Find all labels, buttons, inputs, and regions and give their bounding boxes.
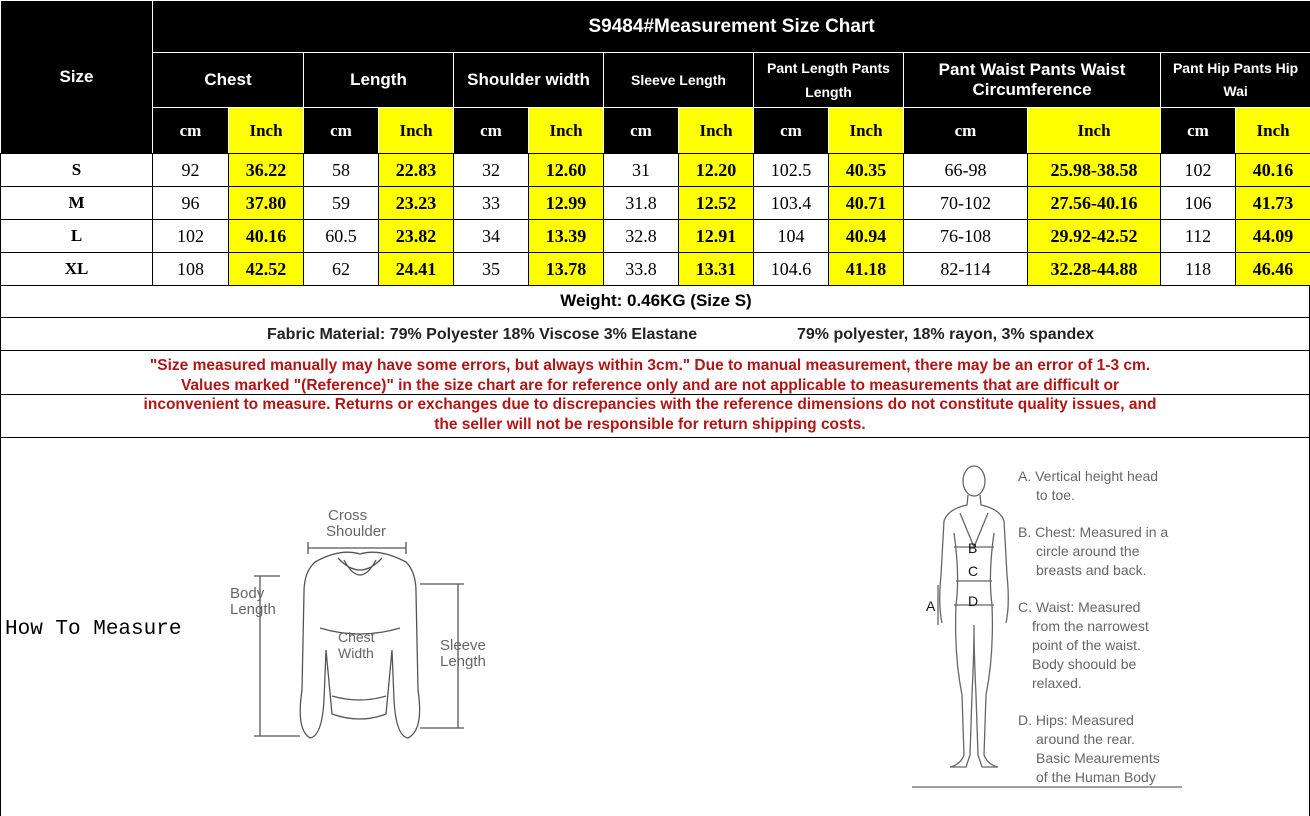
inch-cell: 46.46 (1236, 253, 1310, 286)
note-c-4: Body shoould be (1032, 656, 1137, 672)
col-length: Length (304, 53, 454, 108)
cm-cell: 118 (1161, 253, 1236, 286)
cm-cell: 106 (1161, 187, 1236, 220)
inch-cell: 27.56-40.16 (1028, 187, 1161, 220)
note-d-1: D. Hips: Measured (1018, 712, 1134, 728)
marker-c: C (968, 563, 979, 579)
unit-inch: Inch (229, 108, 304, 154)
cm-cell: 92 (153, 154, 229, 187)
note-d-3: Basic Meaurements (1036, 750, 1160, 766)
cm-cell: 66-98 (904, 154, 1028, 187)
inch-cell: 40.16 (229, 220, 304, 253)
col-pant-length: Pant Length Pants Length (754, 53, 904, 108)
table-row (1, 220, 1310, 253)
note-b-1: B. Chest: Measured in a (1018, 524, 1169, 540)
unit-cm: cm (754, 108, 829, 154)
cm-cell: 58 (304, 154, 379, 187)
inch-cell: 40.16 (1236, 154, 1310, 187)
inch-cell: 40.71 (829, 187, 904, 220)
note-d-2: around the rear. (1036, 731, 1135, 747)
col-pant-waist: Pant Waist Pants Waist Circumference (904, 53, 1161, 108)
fabric-row (0, 318, 1310, 351)
weight-text: Weight: 0.46KG (Size S) (560, 291, 752, 310)
weight-row (0, 285, 1310, 318)
inch-cell: 32.28-44.88 (1028, 253, 1161, 286)
marker-b: B (968, 540, 978, 556)
unit-cm: cm (1161, 108, 1236, 154)
note-d-4: of the Human Body (1036, 769, 1156, 785)
size-chart-body (0, 153, 1310, 286)
inch-cell: 23.23 (379, 187, 454, 220)
cm-cell: 31 (604, 154, 679, 187)
unit-cm: cm (454, 108, 529, 154)
sleeve-length-label-2: Length (440, 653, 486, 670)
unit-inch: Inch (379, 108, 454, 154)
size-chart-header (0, 0, 1310, 154)
fabric-material: Fabric Material: 79% Polyester 18% Viscose 3% Elastane (267, 326, 698, 343)
note-a-1: A. Vertical height head (1018, 468, 1159, 484)
chest-width-label-1: Chest (338, 629, 375, 645)
cross-shoulder-label-2: Shoulder (326, 523, 387, 540)
inch-cell: 12.91 (679, 220, 754, 253)
body-figure-outline (940, 495, 1009, 767)
inch-cell: 13.39 (529, 220, 604, 253)
unit-inch: Inch (529, 108, 604, 154)
inch-cell: 12.60 (529, 154, 604, 187)
cm-cell: 102 (153, 220, 229, 253)
note-c-2: from the narrowest (1032, 618, 1149, 634)
table-row (1, 187, 1310, 220)
cm-cell: 82-114 (904, 253, 1028, 286)
marker-a: A (926, 598, 936, 614)
size-cell: S (1, 154, 153, 187)
garment-diagram (220, 500, 510, 750)
body-head (963, 466, 985, 496)
table-row (1, 253, 1310, 286)
unit-inch: Inch (679, 108, 754, 154)
size-cell: XL (1, 253, 153, 286)
how-to-measure-label: How To Measure (5, 618, 182, 641)
unit-inch: Inch (829, 108, 904, 154)
inch-cell: 12.99 (529, 187, 604, 220)
unit-inch: Inch (1236, 108, 1310, 154)
inch-cell: 37.80 (229, 187, 304, 220)
inch-cell: 41.73 (1236, 187, 1310, 220)
chest-width-label-2: Width (338, 645, 374, 661)
cm-cell: 96 (153, 187, 229, 220)
inch-cell: 44.09 (1236, 220, 1310, 253)
fabric-alt: 79% polyester, 18% rayon, 3% spandex (797, 326, 1095, 343)
body-length-label-2: Length (230, 601, 276, 618)
unit-inch: Inch (1028, 108, 1161, 154)
cm-cell: 33 (454, 187, 529, 220)
cm-cell: 108 (153, 253, 229, 286)
inch-cell: 40.35 (829, 154, 904, 187)
inch-cell: 12.52 (679, 187, 754, 220)
cross-shoulder-label-1: Cross (328, 507, 368, 524)
note-a-2: to toe. (1036, 487, 1075, 503)
cm-cell: 104 (754, 220, 829, 253)
inch-cell: 23.82 (379, 220, 454, 253)
col-chest: Chest (153, 53, 304, 108)
cm-cell: 103.4 (754, 187, 829, 220)
col-sleeve-length: Sleeve Length (604, 53, 754, 108)
note-b-2: circle around the (1036, 543, 1140, 559)
cm-cell: 60.5 (304, 220, 379, 253)
marker-d: D (968, 593, 979, 609)
note-b-3: breasts and back. (1036, 562, 1147, 578)
col-shoulder-width: Shoulder width (454, 53, 604, 108)
measurement-notice: "Size measured manually may have some errors, but always within 3cm." Due to manual measurement, there may be an error of 1-3 cm. Values marked "(Reference)" in the size chart are for reference only and are not applicable to measurements that are difficult or inconvenient to measure. Returns or exchanges due to discrepancies with the reference dimensions do not constitute quality issues, and the seller will not be responsible for return shipping costs. (143, 357, 1157, 433)
cm-cell: 62 (304, 253, 379, 286)
garment-hem (332, 696, 386, 700)
col-pant-hip: Pant Hip Pants Hip Wai (1161, 53, 1310, 108)
cm-cell: 33.8 (604, 253, 679, 286)
table-row (1, 154, 1310, 187)
cm-cell: 76-108 (904, 220, 1028, 253)
inch-cell: 24.41 (379, 253, 454, 286)
inch-cell: 29.92-42.52 (1028, 220, 1161, 253)
inch-cell: 13.31 (679, 253, 754, 286)
unit-cm: cm (153, 108, 229, 154)
inch-cell: 25.98-38.58 (1028, 154, 1161, 187)
note-c-1: C. Waist: Measured (1018, 599, 1141, 615)
cm-cell: 35 (454, 253, 529, 286)
inch-cell: 13.78 (529, 253, 604, 286)
cm-cell: 112 (1161, 220, 1236, 253)
cm-cell: 70-102 (904, 187, 1028, 220)
cm-cell: 102 (1161, 154, 1236, 187)
cm-cell: 31.8 (604, 187, 679, 220)
cm-cell: 102.5 (754, 154, 829, 187)
body-diagram (910, 455, 1200, 795)
cm-cell: 34 (454, 220, 529, 253)
cm-cell: 32.8 (604, 220, 679, 253)
sleeve-length-label-1: Sleeve (440, 637, 486, 654)
unit-cm: cm (304, 108, 379, 154)
unit-cm: cm (904, 108, 1028, 154)
cm-cell: 104.6 (754, 253, 829, 286)
garment-collar-inner (344, 560, 376, 575)
inch-cell: 22.83 (379, 154, 454, 187)
size-header: Size (1, 1, 153, 154)
inch-cell: 36.22 (229, 154, 304, 187)
body-length-label-1: Body (230, 585, 265, 602)
note-c-3: point of the waist. (1032, 637, 1141, 653)
unit-cm: cm (604, 108, 679, 154)
inch-cell: 41.18 (829, 253, 904, 286)
chart-title: S9484#Measurement Size Chart (153, 1, 1310, 53)
inch-cell: 40.94 (829, 220, 904, 253)
cm-cell: 32 (454, 154, 529, 187)
note-c-5: relaxed. (1032, 675, 1082, 691)
cm-cell: 59 (304, 187, 379, 220)
size-cell: M (1, 187, 153, 220)
size-cell: L (1, 220, 153, 253)
inch-cell: 42.52 (229, 253, 304, 286)
inch-cell: 12.20 (679, 154, 754, 187)
